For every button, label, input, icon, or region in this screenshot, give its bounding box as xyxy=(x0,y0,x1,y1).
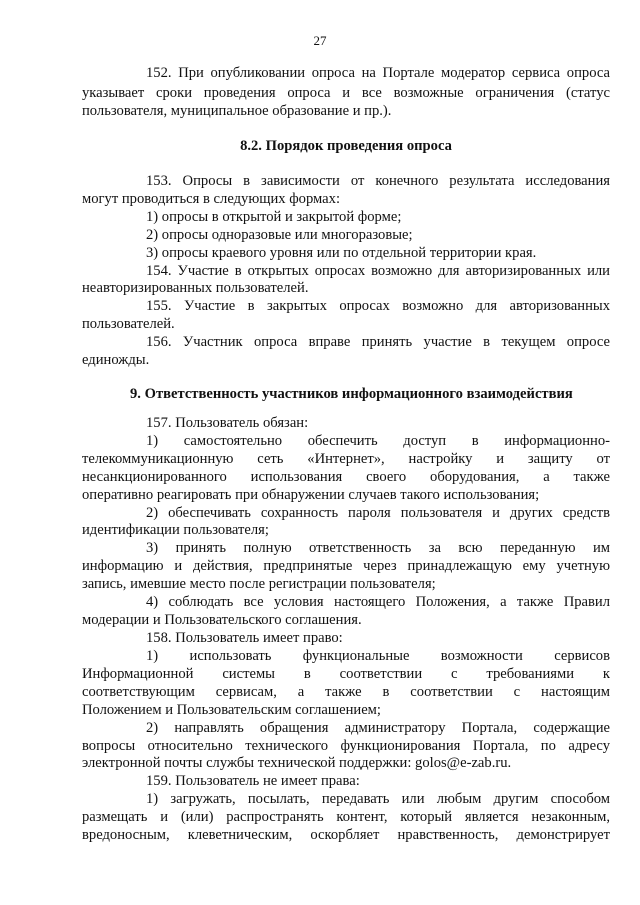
text-line: 154. Участие в открытых опросах возможно для авторизированных или xyxy=(146,263,610,279)
text-line: 1) загружать, посылать, передавать или любым другим способом xyxy=(146,791,610,807)
text-line: идентификации пользователя; xyxy=(82,522,269,538)
text-line: пользователя, муниципальное образование и пр.). xyxy=(82,103,392,119)
text-line: Информационной системы в соответствии с требованиями к xyxy=(82,666,610,682)
section-heading: 8.2. Порядок проведения опроса xyxy=(240,138,452,154)
text-line: Положением и Пользовательским соглашением; xyxy=(82,702,381,718)
text-line: размещать и (или) распространять контент, который является незаконным, xyxy=(82,809,610,825)
text-line: запись, имевшие место после регистрации пользователя; xyxy=(82,576,436,592)
text-line: пользователей. xyxy=(82,316,175,332)
text-line: 152. При опубликовании опроса на Портале модератор сервиса опроса xyxy=(146,65,610,81)
text-line: неавторизированных пользователей. xyxy=(82,280,309,296)
text-line: 1) самостоятельно обеспечить доступ в информационно- xyxy=(146,433,610,449)
text-line: несанкционированного использования своего оборудования, а также xyxy=(82,469,610,485)
text-line: вредоносным, клеветническим, оскорбляет нравственность, демонстрирует xyxy=(82,827,610,843)
text-line: 2) опросы одноразовые или многоразовые; xyxy=(146,227,413,243)
text-line: могут проводиться в следующих формах: xyxy=(82,191,341,207)
text-line: 2) обеспечивать сохранность пароля пользователя и других средств xyxy=(146,505,610,521)
text-line: модерации и Пользовательского соглашения. xyxy=(82,612,362,628)
text-line: 156. Участник опроса вправе принять участие в текущем опросе xyxy=(146,334,610,350)
text-line: 159. Пользователь не имеет права: xyxy=(146,773,360,789)
text-line: информацию и действия, предпринятые через принадлежащую ему учетную xyxy=(82,558,610,574)
text-line: 155. Участие в закрытых опросах возможно для авторизованных xyxy=(146,298,610,314)
text-line: телекоммуникационную сеть «Интернет», настройку и защиту от xyxy=(82,451,610,467)
text-line: указывает сроки проведения опроса и все возможные ограничения (статус xyxy=(82,85,610,101)
text-line: 1) использовать функциональные возможности сервисов xyxy=(146,648,610,664)
text-line: соответствующим сервисам, а также в соответствии с настоящим xyxy=(82,684,610,700)
text-line: электронной почты службы технической поддержки: golos@e-zab.ru. xyxy=(82,755,512,771)
text-line: оперативно реагировать при обнаружении случаев такого использования; xyxy=(82,487,540,503)
text-line: 1) опросы в открытой и закрытой форме; xyxy=(146,209,402,225)
text-line: 3) опросы краевого уровня или по отдельной территории края. xyxy=(146,245,537,261)
page-number: 27 xyxy=(313,33,327,48)
text-line: 158. Пользователь имеет право: xyxy=(146,630,343,646)
text-line: 157. Пользователь обязан: xyxy=(146,415,309,431)
text-line: 153. Опросы в зависимости от конечного результата исследования xyxy=(146,173,610,189)
text-line: 2) направлять обращения администратору Портала, содержащие xyxy=(146,720,610,736)
text-line: 3) принять полную ответственность за всю переданную им xyxy=(146,540,610,556)
section-heading: 9. Ответственность участников информационного взаимодействия xyxy=(130,386,573,402)
text-line: единожды. xyxy=(82,352,150,368)
text-line: 4) соблюдать все условия настоящего Положения, а также Правил xyxy=(146,594,610,610)
text-line: вопросы относительно технического функционирования Портала, по адресу xyxy=(82,738,610,754)
